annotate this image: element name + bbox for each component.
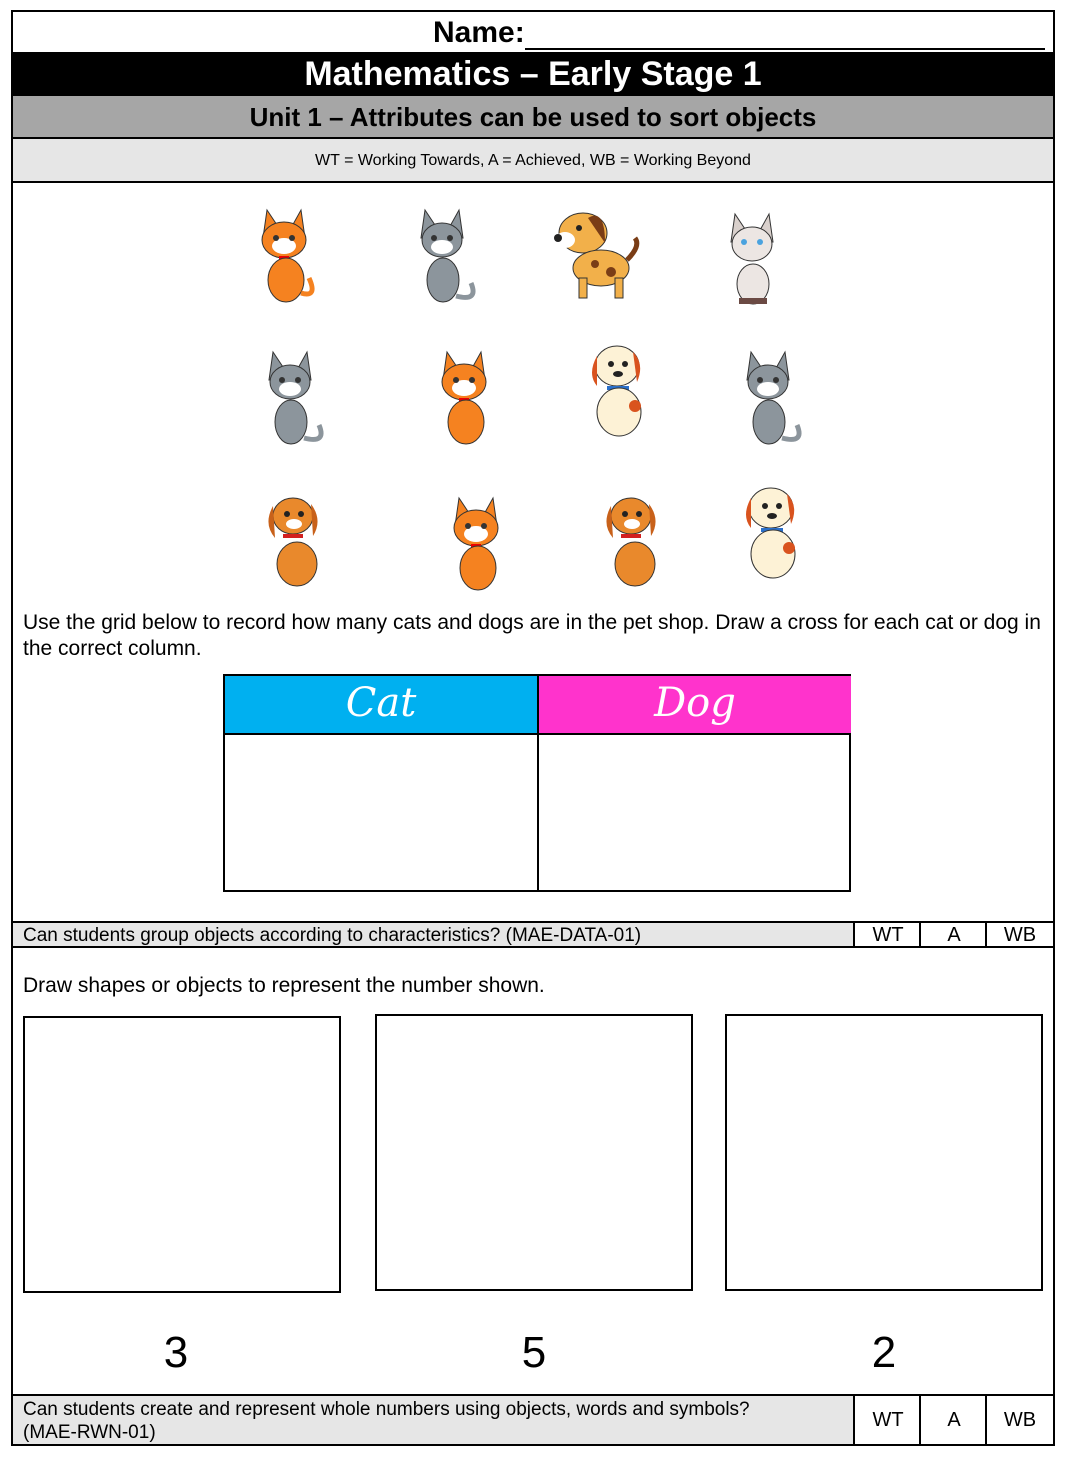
assessment-row-data (13, 921, 1053, 948)
column-divider (537, 733, 539, 890)
level-wt-cell[interactable]: WT (853, 923, 921, 946)
grey-cat-image (727, 340, 807, 450)
grey-cat-image (249, 340, 329, 450)
cream-dog-image (573, 334, 663, 444)
assessment-question (23, 1398, 750, 1444)
cream-dog-image (727, 476, 817, 586)
assessment-question-line2: (MAE-RWN-01) (23, 1422, 156, 1443)
level-wb-cell[interactable]: WB (985, 1396, 1053, 1444)
assessment-question: Can students group objects according to characteristics? (MAE-DATA-01) (23, 925, 642, 946)
drawing-box[interactable] (725, 1014, 1043, 1291)
number-prompt: 3 (163, 1328, 189, 1377)
number-prompt: 5 (521, 1328, 547, 1377)
assessment-row-numbers (13, 1394, 1053, 1444)
number-prompt: 2 (871, 1328, 897, 1377)
white-cat-image (711, 202, 791, 312)
level-wt-cell[interactable]: WT (853, 1396, 921, 1444)
dog-column-header: Dog (537, 676, 851, 735)
tally-grid (223, 674, 851, 892)
page-title: Mathematics – Early Stage 1 (13, 52, 1053, 96)
orange-dog-image (593, 484, 673, 594)
level-wb-cell[interactable]: WB (985, 923, 1053, 946)
orange-dog-image (255, 484, 335, 594)
grey-cat-image (401, 198, 481, 308)
brown-dog-image (543, 198, 643, 308)
name-label: Name: (433, 16, 525, 49)
name-line[interactable] (525, 48, 1045, 50)
pet-shop-images (233, 188, 853, 608)
sorting-instruction: Use the grid below to record how many cats and dogs are in the pet shop. Draw a cross for each cat or dog in the correct column. (23, 611, 1041, 660)
orange-cat-image (243, 198, 323, 308)
orange-cat-image (435, 486, 515, 596)
drawing-box[interactable] (23, 1016, 341, 1293)
drawing-box[interactable] (375, 1014, 693, 1291)
drawing-instruction: Draw shapes or objects to represent the number shown. (23, 974, 545, 997)
worksheet (11, 10, 1055, 1446)
level-a-cell[interactable]: A (919, 1396, 987, 1444)
unit-title: Unit 1 – Attributes can be used to sort objects (13, 96, 1053, 139)
assessment-key: WT = Working Towards, A = Achieved, WB = Working Beyond (13, 139, 1053, 183)
name-row (13, 12, 1053, 52)
assessment-question-line1: Can students create and represent whole numbers using objects, words and symbols? (23, 1399, 750, 1420)
orange-cat-image (423, 340, 503, 450)
level-a-cell[interactable]: A (919, 923, 987, 946)
cat-column-header: Cat (225, 676, 537, 735)
